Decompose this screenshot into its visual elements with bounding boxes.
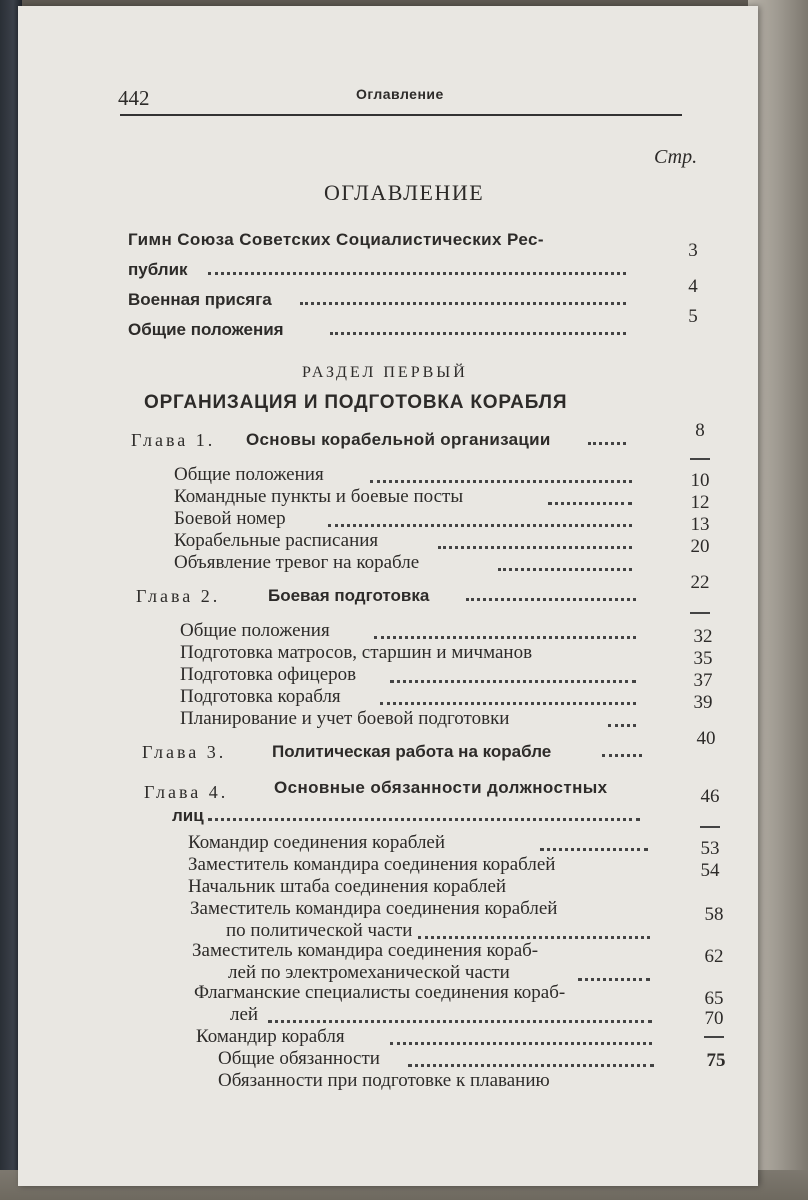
- toc-subentry: Обязанности при подготовке к плаванию: [218, 1070, 550, 1091]
- page-ref: 35: [693, 648, 713, 669]
- dot-leader: [208, 818, 640, 821]
- dot-leader: [328, 524, 632, 527]
- chapter-1-title: Основы корабельной организации: [246, 430, 551, 449]
- page-ref: 10: [690, 470, 710, 491]
- dot-leader: [390, 1042, 652, 1045]
- dot-leader: [380, 702, 636, 705]
- section-title: ОРГАНИЗАЦИЯ И ПОДГОТОВКА КОРАБЛЯ: [144, 392, 568, 413]
- ditto-dash: [704, 1036, 724, 1038]
- page-ref: 39: [693, 692, 713, 713]
- toc-subentry-line2: по политической части: [226, 920, 413, 941]
- dot-leader: [602, 754, 642, 757]
- page-ref: 46: [700, 786, 720, 807]
- toc-subentry: Командные пункты и боевые посты: [174, 486, 464, 507]
- dot-leader: [578, 978, 650, 981]
- toc-subentry: Корабельные расписания: [174, 530, 379, 551]
- dot-leader: [208, 272, 626, 275]
- page-ref: 58: [704, 904, 724, 925]
- toc-subentry: Командир соединения кораблей: [188, 832, 446, 853]
- dot-leader: [300, 302, 626, 305]
- page-column-label: Стр.: [654, 146, 698, 168]
- toc-subentry: Начальник штаба соединения кораблей: [188, 876, 507, 897]
- dot-leader: [466, 598, 636, 601]
- chapter-1-prefix: Глава 1.: [131, 430, 216, 450]
- header-rule: [120, 114, 682, 116]
- chapter-2-prefix: Глава 2.: [136, 586, 221, 606]
- chapter-4-title-line2: лиц: [172, 806, 204, 825]
- dot-leader: [540, 848, 648, 851]
- toc-subentry-line1: Заместитель командира соединения кораблей: [190, 898, 558, 919]
- page-ref: 75: [706, 1050, 726, 1071]
- dot-leader: [608, 724, 636, 727]
- ditto-dash: [700, 826, 720, 828]
- toc-subentry-line2: лей: [230, 1004, 259, 1025]
- toc-entry-oath: Военная присяга: [128, 290, 272, 309]
- toc-subentry-line1: Заместитель командира соединения кораб-: [192, 940, 539, 961]
- section-label: РАЗДЕЛ ПЕРВЫЙ: [302, 364, 468, 381]
- dot-leader: [548, 502, 632, 505]
- toc-subentry-line2: лей по электромеханической части: [228, 962, 510, 983]
- toc-title: ОГЛАВЛЕНИЕ: [324, 180, 485, 205]
- toc-subentry: Планирование и учет боевой подготовки: [180, 708, 510, 729]
- toc-subentry: Боевой номер: [174, 508, 286, 529]
- toc-entry-general: Общие положения: [128, 320, 284, 339]
- page-ref: 8: [695, 420, 705, 441]
- page-ref: 20: [690, 536, 710, 557]
- toc-subentry: Заместитель командира соединения кораблей: [188, 854, 556, 875]
- book-page: [18, 6, 758, 1186]
- page-ref: 40: [696, 728, 716, 749]
- dot-leader: [498, 568, 632, 571]
- page-number: 442: [118, 86, 150, 110]
- toc-subentry: Объявление тревог на корабле: [174, 552, 420, 573]
- dot-leader: [418, 936, 650, 939]
- dot-leader: [408, 1064, 654, 1067]
- chapter-3-title: Политическая работа на корабле: [272, 742, 552, 761]
- dot-leader: [438, 546, 632, 549]
- chapter-4-prefix: Глава 4.: [144, 782, 229, 802]
- page-ref: 13: [690, 514, 710, 535]
- toc-subentry: Подготовка корабля: [180, 686, 341, 707]
- dot-leader: [588, 442, 626, 445]
- toc-subentry: Подготовка матросов, старшин и мичманов: [180, 642, 533, 663]
- chapter-4-title-line1: Основные обязанности должностных: [274, 778, 608, 797]
- page-ref: 4: [688, 276, 698, 297]
- toc-entry-anthem-line1: Гимн Союза Советских Социалистических Рес-: [128, 230, 544, 249]
- toc-subentry: Командир корабля: [196, 1026, 345, 1047]
- page-ref: 12: [690, 492, 710, 513]
- page-ref: 53: [700, 838, 720, 859]
- toc-subentry: Общие обязанности: [218, 1048, 380, 1069]
- ditto-dash: [690, 612, 710, 614]
- page-ref: 54: [700, 860, 720, 881]
- dot-leader: [268, 1020, 652, 1023]
- page-ref: 70: [704, 1008, 724, 1029]
- page-ref: 5: [688, 306, 698, 327]
- chapter-2-title: Боевая подготовка: [268, 586, 430, 605]
- page-ref: 37: [693, 670, 713, 691]
- page-ref: 3: [688, 240, 698, 261]
- toc-subentry: Общие положения: [180, 620, 330, 641]
- chapter-3-prefix: Глава 3.: [142, 742, 227, 762]
- toc-entry-anthem-line2: публик: [128, 260, 188, 279]
- toc-subentry: Общие положения: [174, 464, 324, 485]
- dot-leader: [330, 332, 626, 335]
- page-ref: 32: [693, 626, 713, 647]
- running-title: Оглавление: [356, 86, 444, 102]
- page-ref: 62: [704, 946, 724, 967]
- toc-subentry: Подготовка офицеров: [180, 664, 357, 685]
- page-ref: 22: [690, 572, 710, 593]
- dot-leader: [390, 680, 636, 683]
- dot-leader: [370, 480, 632, 483]
- page-ref: 65: [704, 988, 724, 1009]
- dot-leader: [374, 636, 636, 639]
- ditto-dash: [690, 458, 710, 460]
- toc-subentry-line1: Флагманские специалисты соединения кораб-: [194, 982, 566, 1003]
